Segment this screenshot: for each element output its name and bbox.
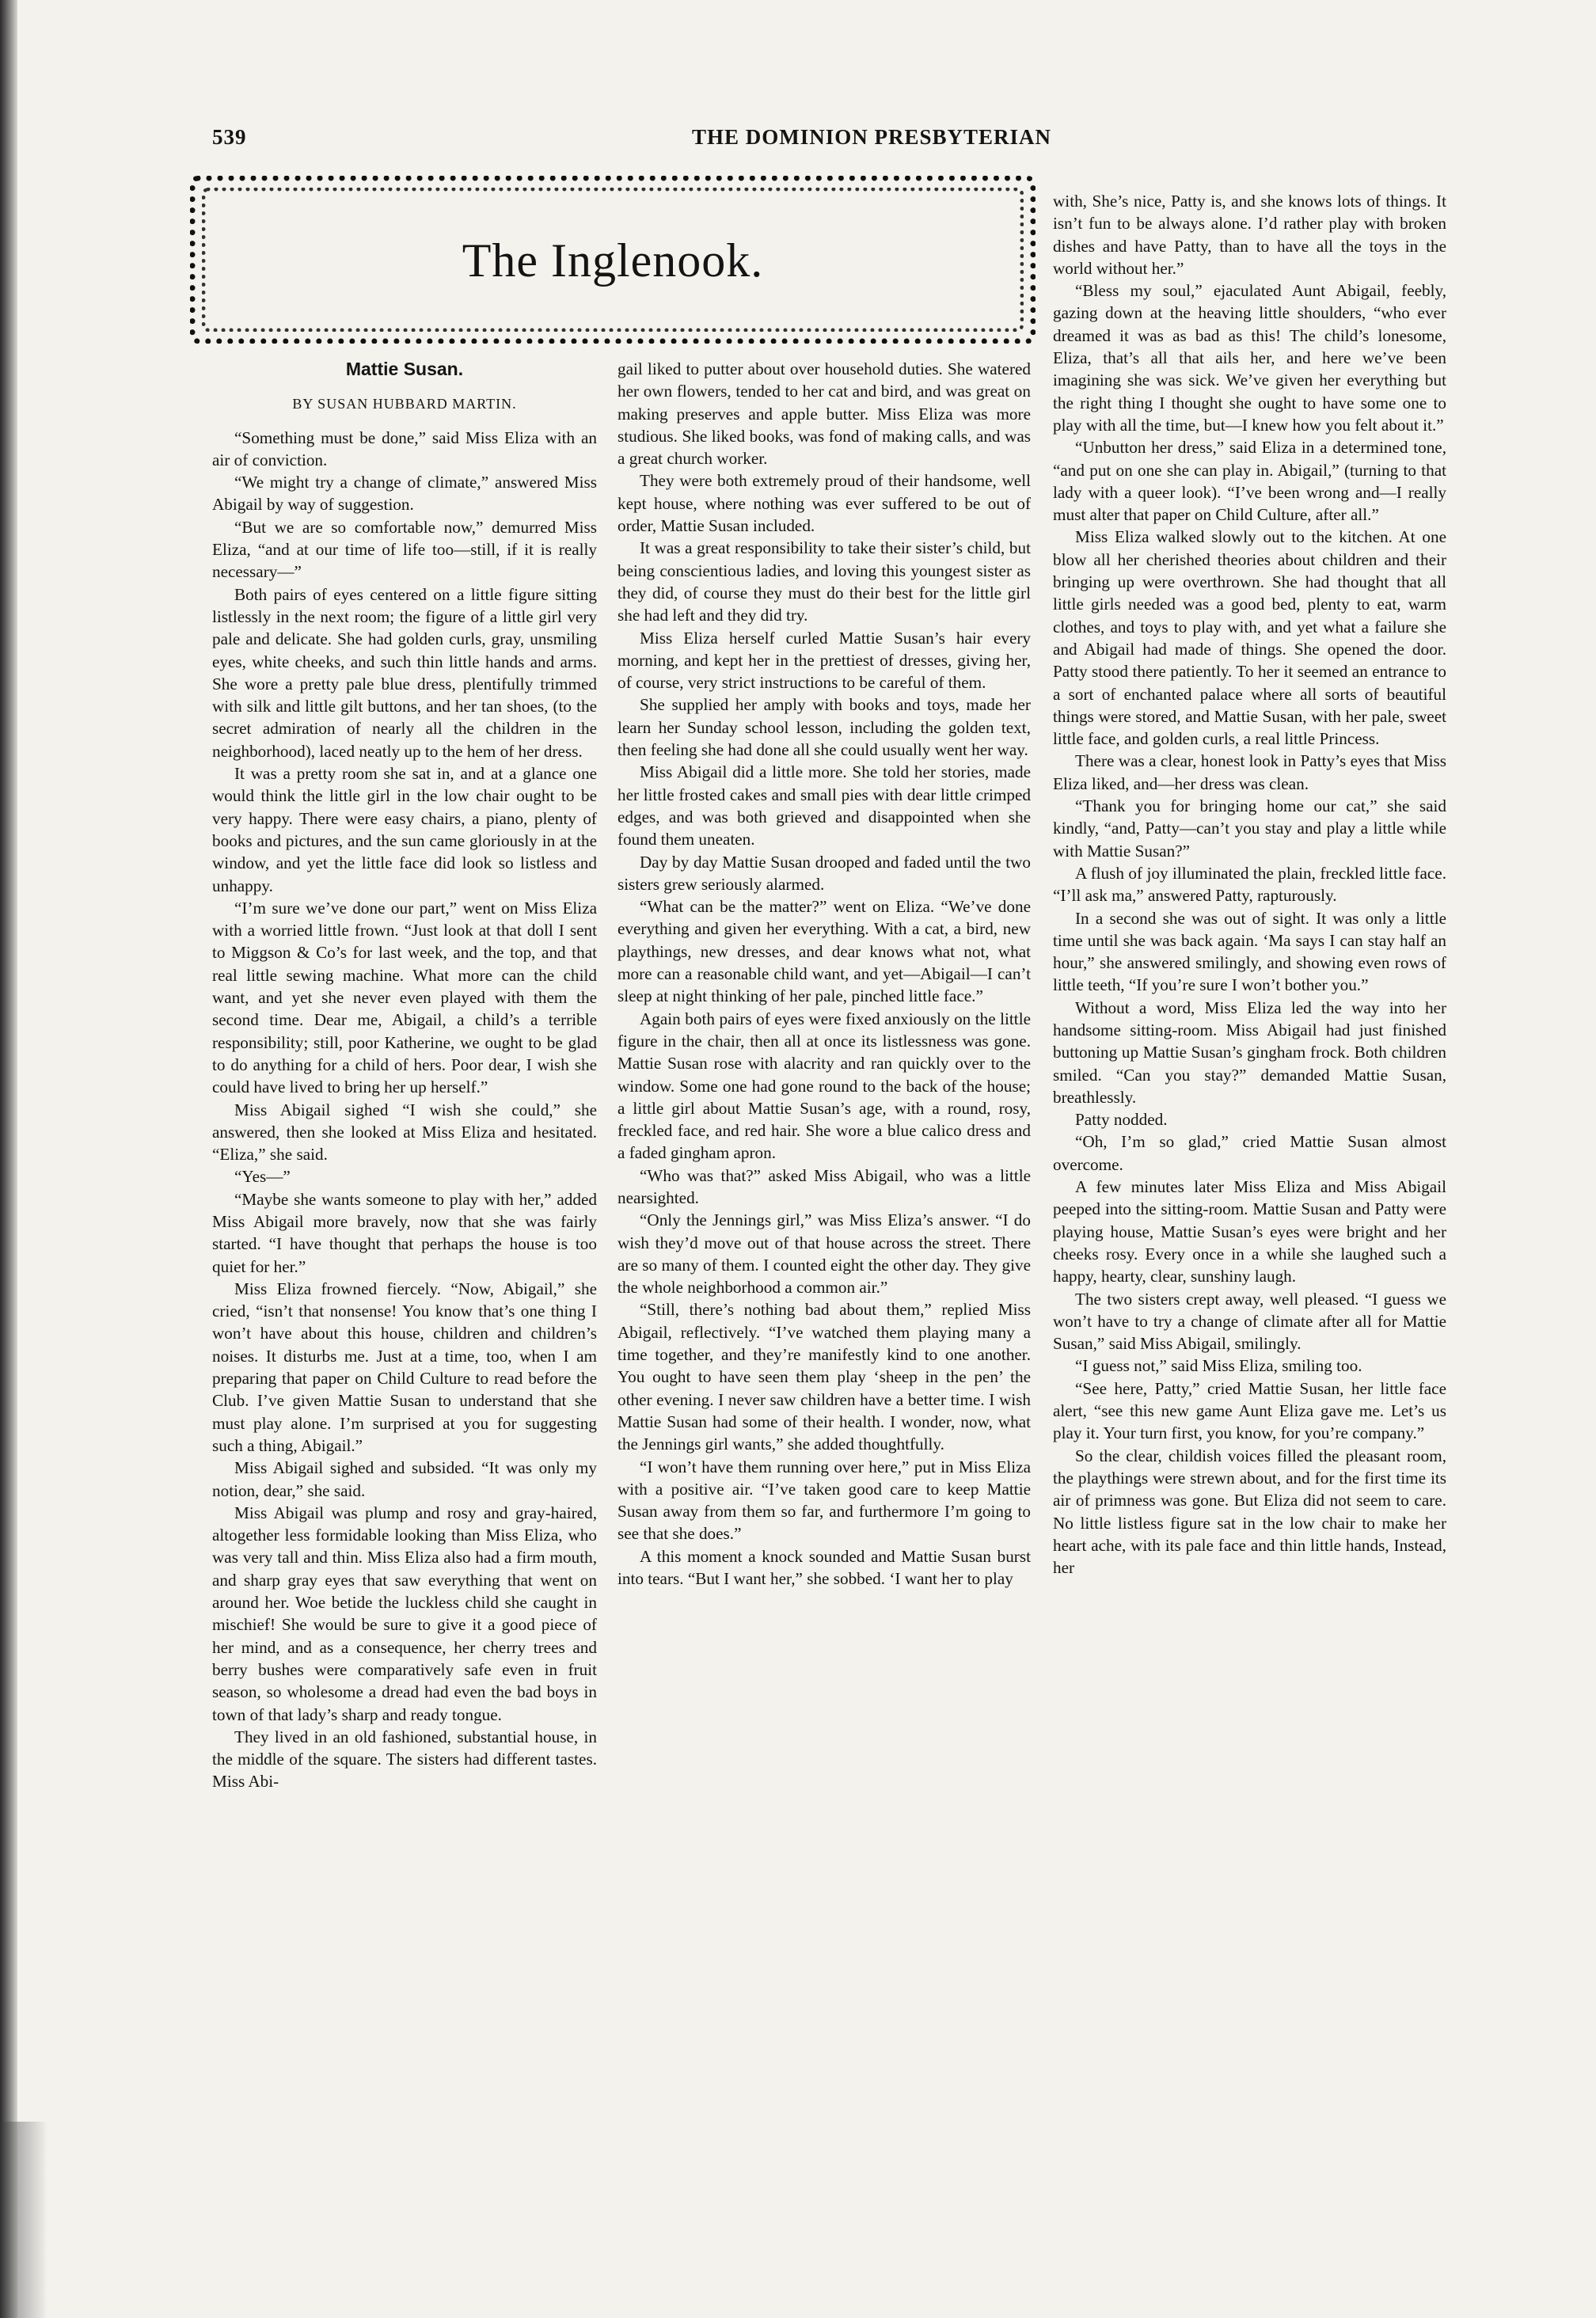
paragraph: “Oh, I’m so glad,” cried Mattie Susan almost overcome.	[1053, 1132, 1446, 1174]
paragraph: It was a great responsibility to take their sister’s child, but being conscientious ladies, and loving this youngest sister as they did, of course they must do their best for the little girl she had left and they did try.	[618, 538, 1031, 625]
page-binding-edge	[0, 0, 17, 2318]
paragraph: “See here, Patty,” cried Mattie Susan, her little face alert, “see this new game Aunt Eliza gave me. Let’s us play it. Your turn first, you know, for you’re company.”	[1053, 1378, 1446, 1443]
paragraph: It was a pretty room she sat in, and at a glance one would think the little girl in the low chair ought to be very happy. There were easy chairs, a piano, plenty of books and pictures, and the sun came gloriously in at the window, and yet the little face did look so listless and unhappy.	[212, 764, 597, 895]
section-title: The Inglenook.	[462, 234, 764, 287]
text-column-1	[212, 358, 597, 1793]
paragraph: “Still, there’s nothing bad about them,” replied Miss Abigail, reflectively. “I’ve watched them playing many a time together, and they’re manifestly kind to one another. You ought to have seen them play ‘sheep in the pen’ the other evening. I never saw children have a better time. I wish Mattie Susan had some of their health. I wonder, now, what the Jennings girl wants,” she added thoughtfully.	[618, 1300, 1031, 1454]
paragraph: So the clear, childish voices filled the pleasant room, the playthings were strewn about, and for the first time its air of primness was gone. But Eliza did not seem to care. No little listless figure sat in the low chair to make her heart ache, with its pale face and thin little hands, Instead, her	[1053, 1446, 1446, 1578]
paragraph-continued: gail liked to putter about over household duties. She watered her own flowers, tended to her cat and bird, and was great on making preserves and apple butter. Miss Eliza was more studious. She liked books, was fond of making calls, and was a great church worker.	[618, 359, 1031, 469]
section-title-box	[190, 176, 1036, 344]
paragraph: Miss Abigail sighed and subsided. “It was only my notion, dear,” she said.	[212, 1458, 597, 1500]
paragraph: “Yes—”	[234, 1167, 291, 1187]
paragraph: “I’m sure we’ve done our part,” went on Miss Eliza with a worried little frown. “Just look at that doll I sent to Miggson & Co’s for last week, and the top, and that real little sewing machine. What more can the child want, and yet she never even played with them the second time. Dear me, Abigail, a child’s a terrible responsibility; still, poor Katherine, we ought to be glad to do anything for a child of hers. Poor dear, I wish she could have lived to bring her up herself.”	[212, 898, 597, 1097]
byline: BY SUSAN HUBBARD MARTIN.	[292, 396, 517, 412]
paragraph: Both pairs of eyes centered on a little figure sitting listlessly in the next room; the figure of a little girl very pale and delicate. She had golden curls, gray, unsmiling eyes, white cheeks, and such thin little hands and arms. She wore a pretty pale blue dress, plentifully trimmed with silk and little gilt buttons, and her tan shoes, (to the secret admiration of nearly all the children in the neighborhood), laced neatly up to the hem of her dress.	[212, 584, 597, 761]
paragraph: “Maybe she wants someone to play with her,” added Miss Abigail more bravely, now that she was fairly started. “I have thought that perhaps the house is too quiet for her.”	[212, 1189, 597, 1276]
paragraph: “Bless my soul,” ejaculated Aunt Abigail, feebly, gazing down at the heaving little shoulders, “who ever dreamed it was as bad as this! The child’s lonesome, Eliza, that’s all that ails her, and here we’ve been imagining she was sick. We’ve given her everything but the right thing I thought she ought to have some one to play with all the time, but—I knew how you felt about it.”	[1053, 281, 1446, 435]
paragraph: “What can be the matter?” went on Eliza. “We’ve done everything and given her everything. With a cat, a bird, new playthings, new dresses, and dear knows what not, what more can a reasonable child want, and yet—Abigail—I can’t sleep at night thinking of her pale, pinched little face.”	[618, 897, 1031, 1006]
paragraph: Miss Abigail sighed “I wish she could,” she answered, then she looked at Miss Eliza and hesitated. “Eliza,” she said.	[212, 1100, 597, 1165]
paragraph: The two sisters crept away, well pleased. “I guess we won’t have to try a change of climate after all for Mattie Susan,” said Miss Abigail, smilingly.	[1053, 1289, 1446, 1354]
journal-name: THE DOMINION PRESBYTERIAN	[691, 125, 1051, 149]
paragraph: Without a word, Miss Eliza led the way into her handsome sitting-room. Miss Abigail had just finished buttoning up Mattie Susan’s gingham frock. Both children smiled. “Can you stay?” demanded Mattie Susan, breathlessly.	[1053, 998, 1446, 1107]
paragraph: “We might try a change of climate,” answered Miss Abigail by way of suggestion.	[212, 473, 597, 515]
paragraph: There was a clear, honest look in Patty’s eyes that Miss Eliza liked, and—her dress was clean.	[1053, 751, 1446, 793]
paragraph: Miss Eliza walked slowly out to the kitchen. At one blow all her cherished theories about children and their bringing up were overthrown. She had thought that all little girls needed was a good bed, plenty to eat, warm clothes, and toys to play with, and yet what a failure she and Abigail had made of things. She opened the door. Patty stood there patiently. To her it seemed an entrance to a sort of enchanted palace where all sorts of beautiful things were stored, and Mattie Susan, with her pale, sweet little face, and golden curls, a real little Princess.	[1053, 527, 1446, 749]
paragraph: A flush of joy illuminated the plain, freckled little face. “I’ll ask ma,” answered Patty, rapturously.	[1053, 863, 1446, 906]
page-number: 539	[212, 125, 247, 149]
paragraph: Miss Eliza frowned fiercely. “Now, Abigail,” she cried, “isn’t that nonsense! You know that’s one thing I won’t have about this house, children and children’s noises. It disturbs me. Just at a time, too, when I am preparing that paper on Child Culture to read before the Club. I’ve given Mattie Susan to understand that she must play alone. I’m surprised at you for suggesting such a thing, Abigail.”	[212, 1279, 597, 1455]
page-corner-shadow	[0, 2122, 48, 2318]
paragraph: “Thank you for bringing home our cat,” she said kindly, “and, Patty—can’t you stay and play a little while with Mattie Susan?”	[1053, 796, 1446, 861]
running-head	[212, 125, 1051, 157]
paragraph: “Only the Jennings girl,” was Miss Eliza’s answer. “I do wish they’d move out of that house across the street. There are so many of them. I counted eight the other day. They give the whole neighborhood a common air.”	[618, 1210, 1031, 1298]
paragraph: They were both extremely proud of their handsome, well kept house, where nothing was ever suffered to be out of order, Mattie Susan included.	[618, 471, 1031, 536]
paragraph: A this moment a knock sounded and Mattie Susan burst into tears. “But I want her,” she sobbed. ‘I want her to play	[618, 1546, 1031, 1589]
paragraph: Miss Abigail was plump and rosy and gray-haired, altogether less formidable looking than Miss Eliza, who was very tall and thin. Miss Eliza also had a firm mouth, and sharp gray eyes that saw everything that went on around her. Woe betide the luckless child she caught in mischief! She would be sure to give it a good piece of her mind, and as a consequence, her cherry trees and berry bushes were comparatively safe even in fruit season, so wholesome a dread had even the bad boys in town of that lady’s sharp and ready tongue.	[212, 1503, 597, 1724]
paragraph: “But we are so comfortable now,” demurred Miss Eliza, “and at our time of life too—still, if it is really necessary—”	[212, 517, 597, 582]
paragraph: Day by day Mattie Susan drooped and faded until the two sisters grew seriously alarmed.	[618, 852, 1031, 894]
paragraph: “Something must be done,” said Miss Eliza with an air of conviction.	[212, 428, 597, 469]
paragraph: Miss Eliza herself curled Mattie Susan’s hair every morning, and kept her in the prettiest of dresses, giving her, of course, very strict instructions to be careful of them.	[618, 628, 1031, 693]
paragraph-continued: with, She’s nice, Patty is, and she knows lots of things. It isn’t fun to be always alone. I’d rather play with broken dishes and have Patty, than to have all the toys in the world without her.”	[1053, 192, 1446, 278]
paragraph: “Unbutton her dress,” said Eliza in a determined tone, “and put on one she can play in. Abigail,” (turning to that lady with a queer look). “I’ve been wrong and—I really must alter that paper on Child Culture, after all.”	[1053, 438, 1446, 525]
paragraph: “I guess not,” said Miss Eliza, smiling too.	[1075, 1356, 1362, 1376]
paragraph: Again both pairs of eyes were fixed anxiously on the little figure in the chair, then all at once its listlessness was gone. Mattie Susan rose with alacrity and ran quickly over to the window. Some one had gone round to the back of the house; a little girl about Mattie Susan’s age, with a round, rosy, freckled face, and red hair. She wore a blue calico dress and a faded gingham apron.	[618, 1009, 1031, 1163]
paragraph: A few minutes later Miss Eliza and Miss Abigail peeped into the sitting-room. Mattie Susan and Patty were playing house, Mattie Susan’s eyes were bright and her cheeks rosy. Every once in a while she laughed such a happy, hearty, clear, sunshiny laugh.	[1053, 1177, 1446, 1286]
text-column-2	[618, 358, 1031, 1590]
paragraph: They lived in an old fashioned, substantial house, in the middle of the square. The sisters had different tastes. Miss Abi-	[212, 1727, 597, 1792]
paragraph: “I won’t have them running over here,” put in Miss Eliza with a positive air. “I’ve taken good care to keep Mattie Susan away from them so far, and furthermore I’m going to see that she does.”	[618, 1457, 1031, 1544]
story-title: Mattie Susan.	[345, 359, 464, 379]
paragraph: Patty nodded.	[1075, 1110, 1168, 1130]
text-column-3	[1053, 190, 1446, 1579]
paragraph: In a second she was out of sight. It was only a little time until she was back again. ‘Ma says I can stay half an hour,” she answered smilingly, and showing even rows of little teeth, “If you’re sure I won’t bother you.”	[1053, 908, 1446, 995]
paragraph: She supplied her amply with books and toys, made her learn her Sunday school lesson, including the golden text, then feeling she had done all she could usually went her way.	[618, 695, 1031, 760]
paragraph: “Who was that?” asked Miss Abigail, who was a little nearsighted.	[618, 1165, 1031, 1207]
paragraph: Miss Abigail did a little more. She told her stories, made her little frosted cakes and small pies with dear little crimped edges, and was both grieved and disappointed when she found them uneaten.	[618, 762, 1031, 849]
